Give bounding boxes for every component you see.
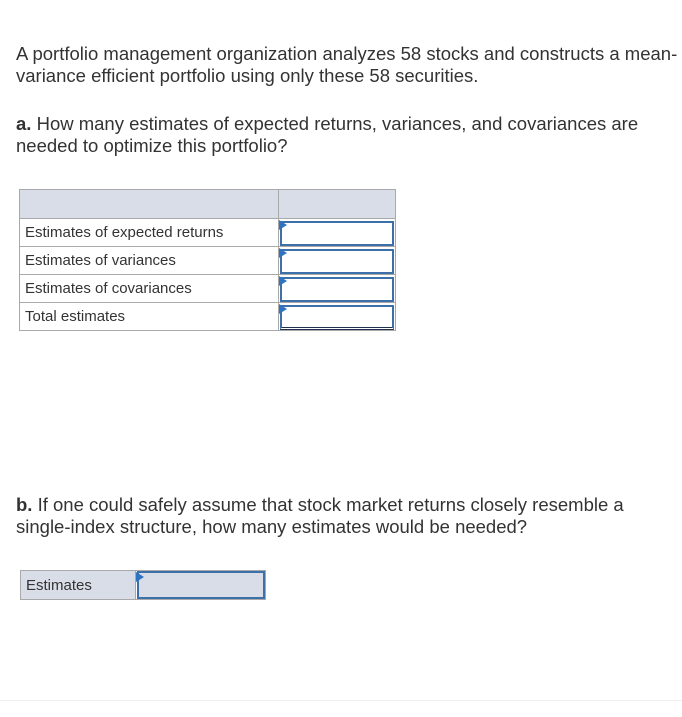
single-index-table xyxy=(20,570,266,600)
table-row xyxy=(20,219,396,247)
estimates-table xyxy=(19,189,396,331)
single-index-estimates-input[interactable] xyxy=(137,571,265,599)
covariances-input[interactable] xyxy=(280,277,394,302)
question-a-letter: a. xyxy=(16,113,32,134)
table-row xyxy=(20,303,396,331)
input-cell-estimates xyxy=(136,571,266,600)
table-row xyxy=(20,247,396,275)
question-b xyxy=(16,494,678,538)
page-divider xyxy=(0,700,682,701)
estimates-table-header xyxy=(20,190,396,219)
input-cell-total xyxy=(279,303,396,331)
header-cell-value xyxy=(279,190,396,219)
question-a xyxy=(16,113,678,157)
question-b-letter: b. xyxy=(16,494,33,515)
header-cell-label xyxy=(20,190,279,219)
variances-input[interactable] xyxy=(280,249,394,274)
input-cell-expected-returns xyxy=(279,219,396,247)
row-label-covariances: Estimates of covariances xyxy=(20,275,279,303)
problem-intro: A portfolio management organization analyzes 58 stocks and constructs a mean-variance efficient portfolio using only these 58 securities. xyxy=(16,43,678,86)
row-label-variances: Estimates of variances xyxy=(20,247,279,275)
question-b-text: If one could safely assume that stock market returns closely resemble a single-index structure, how many estimates would be needed? xyxy=(16,494,624,537)
total-estimates-input[interactable] xyxy=(280,305,394,330)
table-row xyxy=(20,275,396,303)
input-cell-covariances xyxy=(279,275,396,303)
row-label-expected-returns: Estimates of expected returns xyxy=(20,219,279,247)
table-row xyxy=(21,571,266,600)
expected-returns-input[interactable] xyxy=(280,221,394,246)
input-cell-variances xyxy=(279,247,396,275)
row-label-total: Total estimates xyxy=(20,303,279,331)
row-label-estimates: Estimates xyxy=(21,571,136,600)
question-a-text: How many estimates of expected returns, variances, and covariances are needed to optimize this portfolio? xyxy=(16,113,639,156)
